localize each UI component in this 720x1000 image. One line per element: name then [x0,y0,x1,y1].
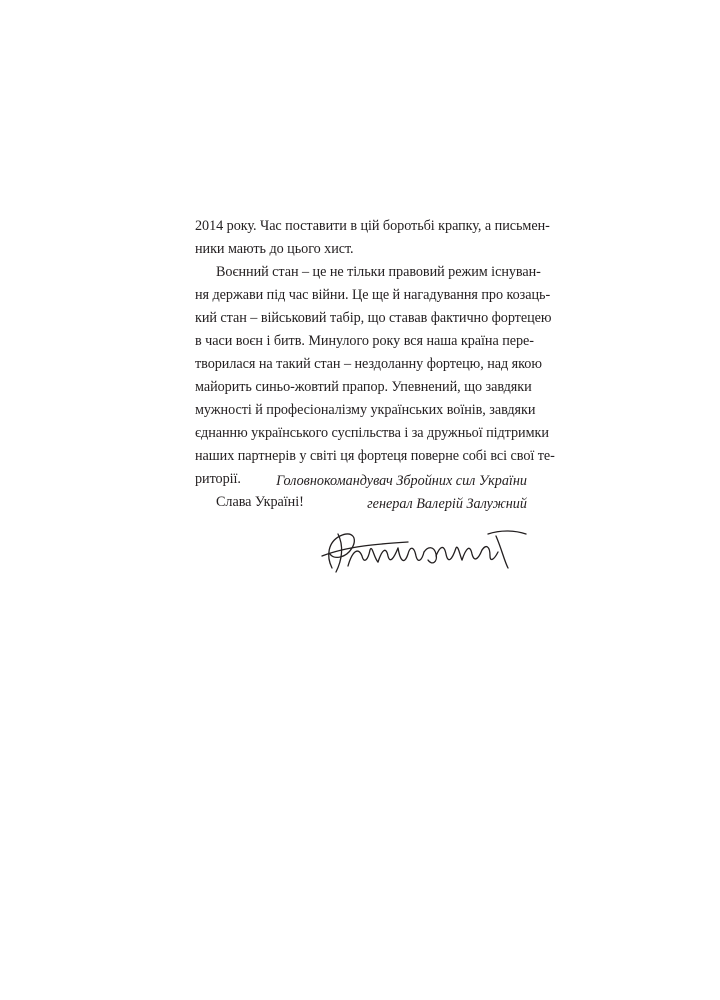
paragraph-2-line-8: єднанню українського суспільства і за дружньої підтримки [195,425,549,441]
paragraph-1-line-2: ники мають до цього хист. [195,241,354,257]
signoff-name: генерал Валерій Залужний [367,496,527,512]
paragraph-2-line-4: в часи воєн і битв. Минулого року вся наша країна пере- [195,333,534,349]
paragraph-1-line-1: 2014 року. Час поставити в цій боротьбі крапку, а письмен- [195,218,550,234]
handwritten-signature [318,516,530,580]
paragraph-2-line-5: творилася на такий стан – нездоланну фортецю, над якою [195,356,542,372]
paragraph-2-line-7: мужності й професіоналізму українських воїнів, завдяки [195,402,536,418]
paragraph-2-line-3: кий стан – військовий табір, що ставав фактично фортецею [195,310,552,326]
paragraph-2-line-9: наших партнерів у світі ця фортеця поверне собі всі свої те- [195,448,555,464]
paragraph-2-line-6: майорить синьо-жовтий прапор. Упевнений, що завдяки [195,379,532,395]
paragraph-2-line-10: риторії. [195,471,241,487]
paragraph-2-line-2: ня держави під час війни. Це ще й нагадування про козаць- [195,287,551,303]
paragraph-2-line-1: Воєнний стан – це не тільки правовий режим існуван- [216,264,541,280]
signoff-position-title: Головнокомандувач Збройних сил України [276,473,527,489]
paragraph-3-line-1: Слава Україні! [216,494,304,510]
signoff-block [195,470,527,516]
